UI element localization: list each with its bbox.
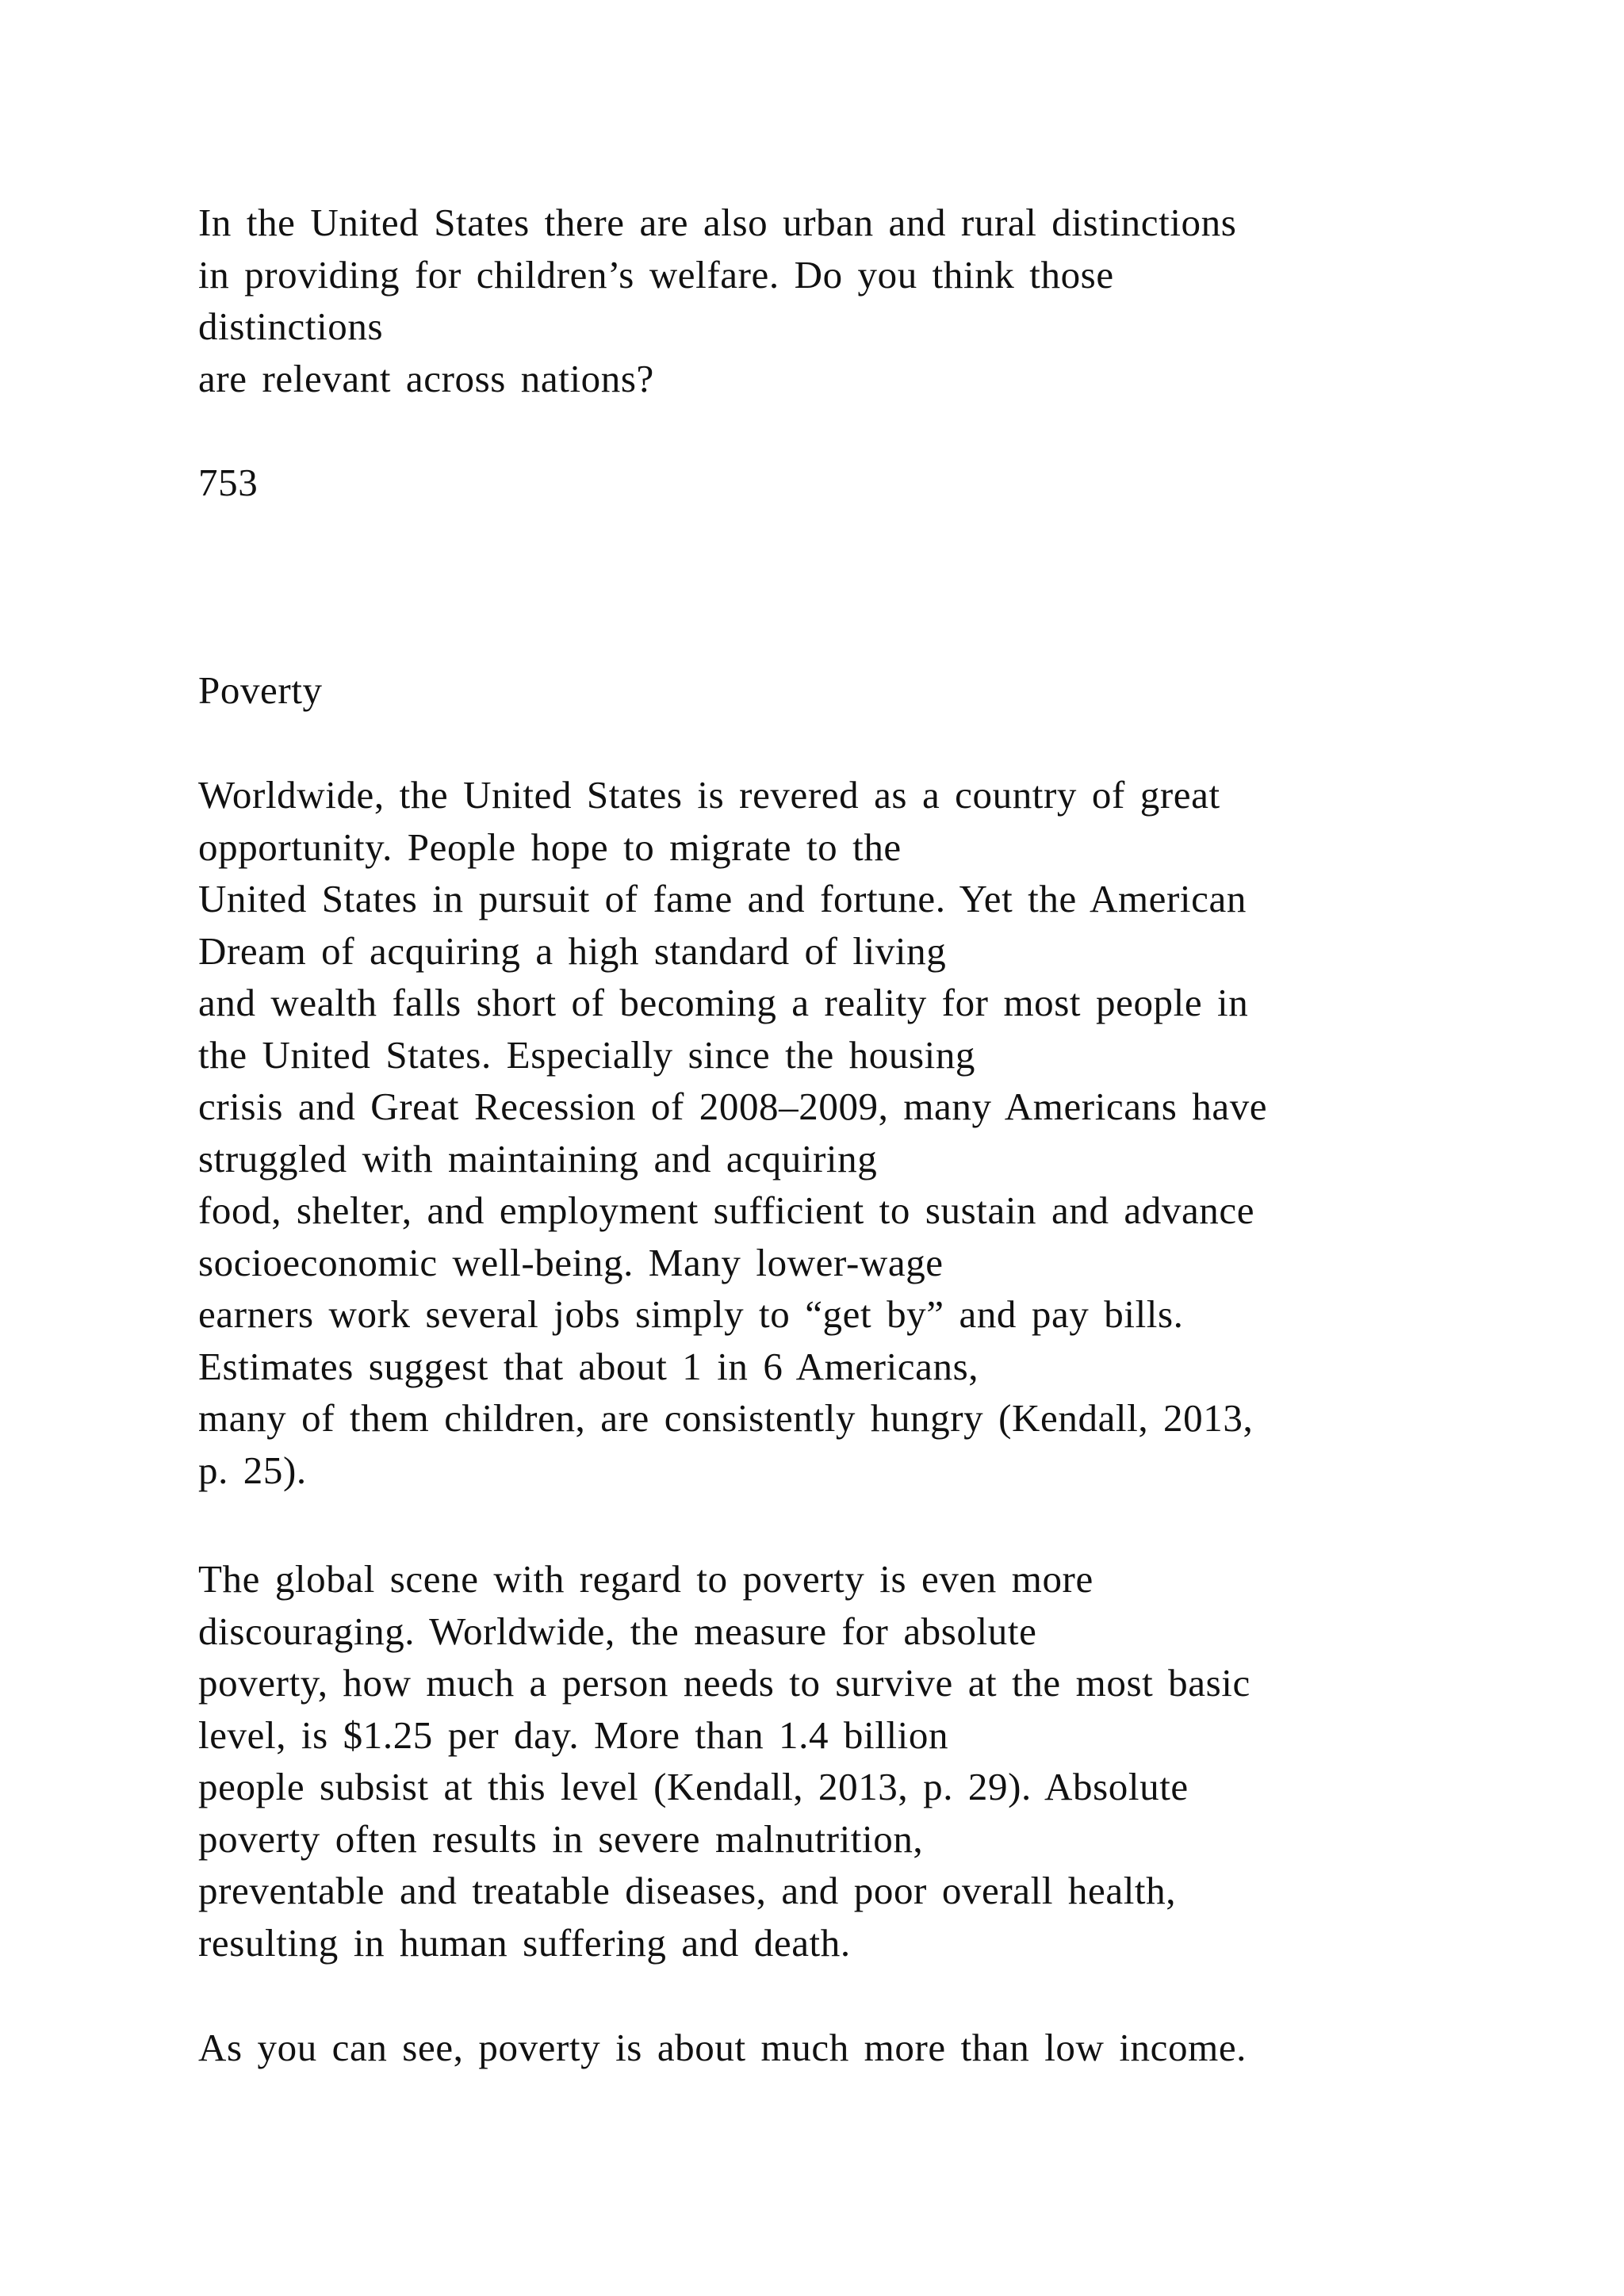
text-line: poverty often results in severe malnutrition, [198, 1816, 924, 1861]
text-line: the United States. Especially since the housing [198, 1032, 976, 1077]
text-line: and wealth falls short of becoming a reality for most people in [198, 981, 1249, 1024]
text-line: Estimates suggest that about 1 in 6 Americans, [198, 1344, 979, 1388]
text-line: struggled with maintaining and acquiring [198, 1136, 878, 1181]
text-line: earners work several jobs simply to “get by” and pay bills. [198, 1292, 1184, 1336]
text-line: socioeconomic well-being. Many lower-wage [198, 1240, 944, 1284]
page-number-text: 753 [198, 461, 259, 504]
page-number [198, 457, 1530, 509]
text-line: many of them children, are consistently hungry (Kendall, 2013, [198, 1396, 1254, 1440]
text-line: crisis and Great Recession of 2008–2009, many Americans have [198, 1085, 1268, 1128]
text-line: resulting in human suffering and death. [198, 1920, 851, 1965]
text-line: level, is $1.25 per day. More than 1.4 billion [198, 1712, 949, 1757]
us-poverty-paragraph [198, 769, 1530, 1496]
text-line: preventable and treatable diseases, and poor overall health, [198, 1869, 1177, 1912]
section-heading [198, 664, 1530, 717]
global-poverty-paragraph [198, 1553, 1530, 1969]
text-line: people subsist at this level (Kendall, 2013, p. 29). Absolute [198, 1765, 1189, 1808]
intro-question-paragraph [198, 197, 1530, 404]
text-line: Worldwide, the United States is revered as a country of great [198, 773, 1220, 817]
text-line: p. 25). [198, 1448, 307, 1492]
text-line: distinctions [198, 304, 384, 348]
section-heading-text: Poverty [198, 668, 323, 712]
text-line: food, shelter, and employment sufficient to sustain and advance [198, 1188, 1255, 1232]
text-line: are relevant across nations? [198, 356, 654, 400]
text-line: The global scene with regard to poverty is even more [198, 1557, 1094, 1601]
text-line: in providing for children’s welfare. Do you think those [198, 252, 1114, 297]
text-line: discouraging. Worldwide, the measure for absolute [198, 1609, 1037, 1653]
text-line: As you can see, poverty is about much more than low income. [198, 2026, 1247, 2069]
text-line: United States in pursuit of fame and fortune. Yet the American [198, 877, 1247, 920]
text-line: In the United States there are also urban and rural distinctions [198, 201, 1237, 244]
text-line: Dream of acquiring a high standard of living [198, 928, 947, 973]
text-line: opportunity. People hope to migrate to the [198, 825, 902, 869]
text-line: poverty, how much a person needs to survive at the most basic [198, 1661, 1251, 1705]
closing-paragraph [198, 2022, 1530, 2074]
